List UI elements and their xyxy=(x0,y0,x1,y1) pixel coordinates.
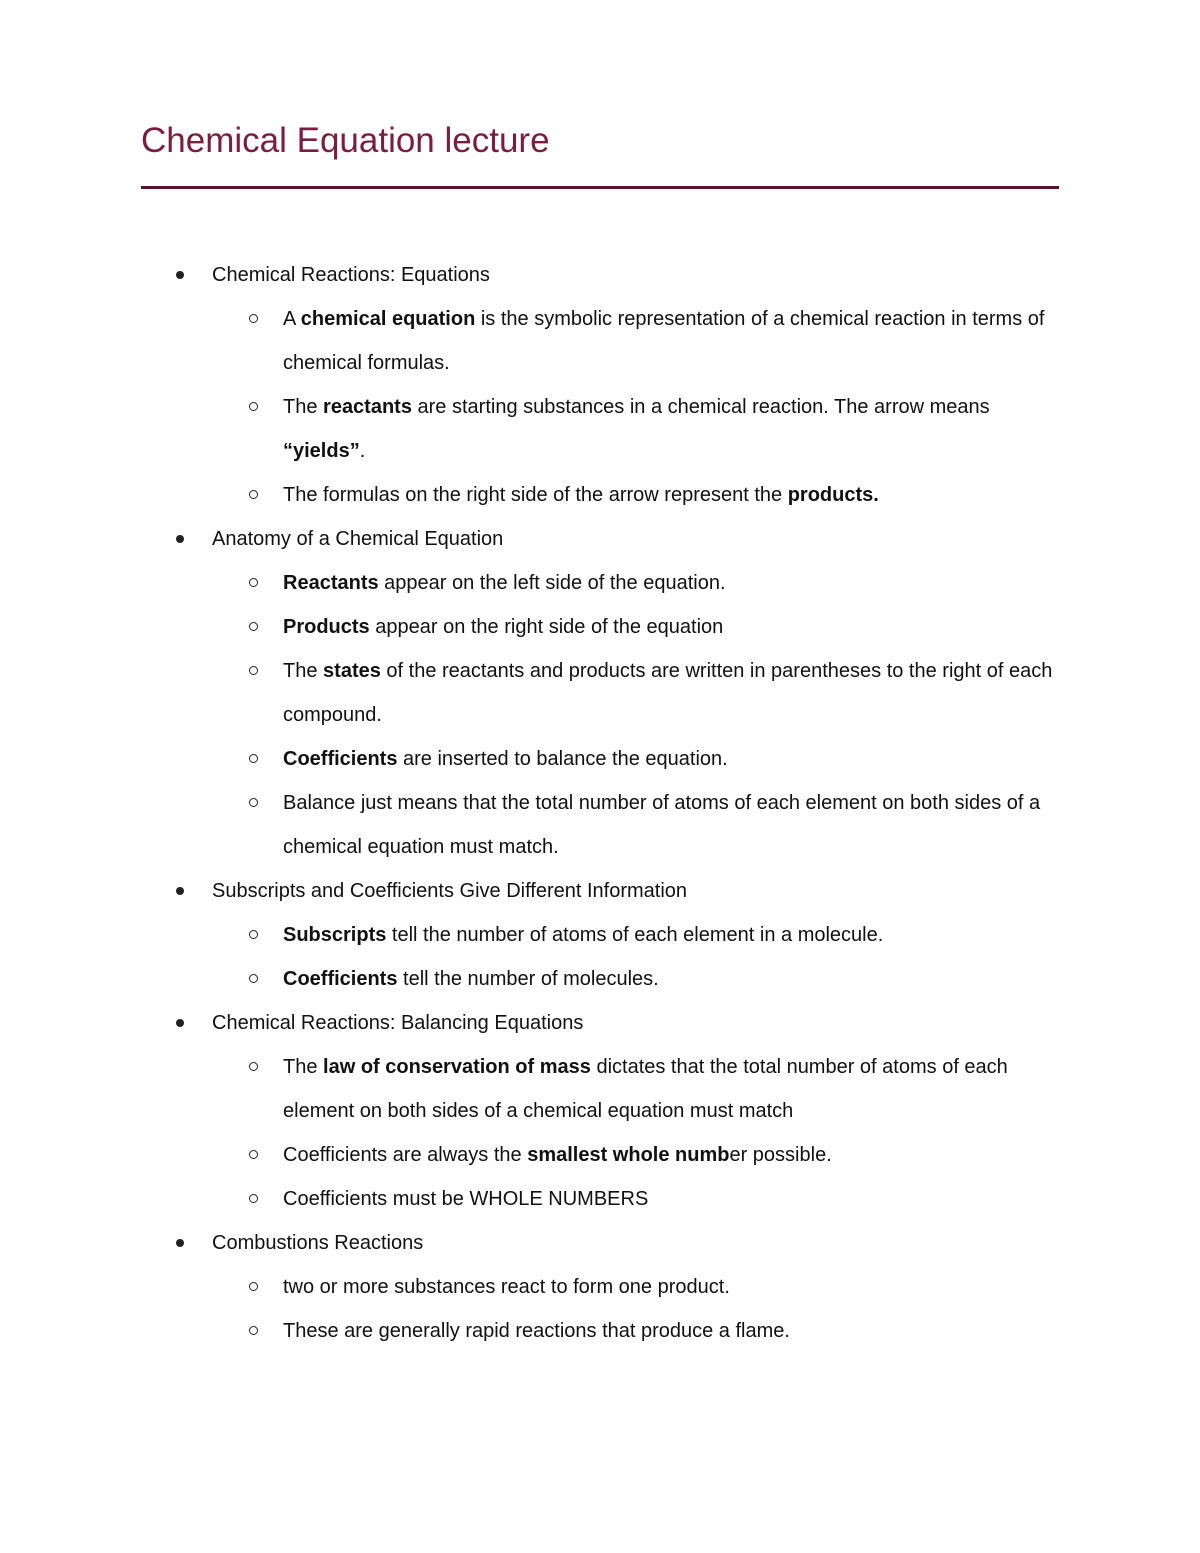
item-text: are inserted to balance the equation. xyxy=(397,748,728,770)
bullet-circle-icon xyxy=(249,1150,258,1159)
list-item xyxy=(0,1045,1073,1133)
topic-heading xyxy=(0,517,1200,561)
outline-topic xyxy=(0,1001,1200,1221)
subtopic-list xyxy=(0,1265,1200,1353)
bullet-circle-icon xyxy=(249,1326,258,1335)
item-text: The xyxy=(283,660,324,682)
list-item xyxy=(0,297,1073,385)
topic-heading xyxy=(0,1001,1200,1045)
item-text: are starting substances in a chemical reaction. The arrow means xyxy=(411,396,990,418)
bold-term: Products xyxy=(283,616,370,638)
item-text: A xyxy=(283,308,301,330)
item-text: dictates that the total number of atoms of each element on both sides of a chemical equation must match xyxy=(283,1056,1008,1122)
list-item xyxy=(0,649,1073,737)
list-item xyxy=(0,1309,1073,1353)
item-text: Balance just means that the total number of atoms of each element on both sides of a chemical equation must match. xyxy=(283,792,1041,858)
item-text: er possible. xyxy=(729,1144,832,1166)
bullet-circle-icon xyxy=(249,314,258,323)
list-item xyxy=(0,605,1073,649)
bullet-circle-icon xyxy=(249,1062,258,1071)
bold-term: “yields” xyxy=(283,440,360,462)
list-item xyxy=(0,1133,1073,1177)
subtopic-list xyxy=(0,561,1200,869)
bullet-circle-icon xyxy=(249,666,258,675)
topic-heading xyxy=(0,1221,1200,1265)
bullet-dot-icon xyxy=(176,271,184,279)
bullet-circle-icon xyxy=(249,490,258,499)
bold-term: chemical equation xyxy=(300,308,476,330)
bullet-circle-icon xyxy=(249,754,258,763)
bold-term: reactants xyxy=(323,396,412,418)
bold-term: products. xyxy=(787,484,879,506)
list-item xyxy=(0,1177,1073,1221)
bullet-circle-icon xyxy=(249,930,258,939)
bullet-dot-icon xyxy=(176,1019,184,1027)
bullet-dot-icon xyxy=(176,1239,184,1247)
topic-heading-text: Anatomy of a Chemical Equation xyxy=(212,528,504,550)
item-text: These are generally rapid reactions that produce a flame. xyxy=(283,1320,790,1342)
subtopic-list xyxy=(0,913,1200,1001)
topic-heading-text: Subscripts and Coefficients Give Different Information xyxy=(212,880,688,902)
bold-term: Coefficients xyxy=(283,968,398,990)
bullet-circle-icon xyxy=(249,402,258,411)
outline-topic xyxy=(0,1221,1200,1353)
list-item xyxy=(0,957,1073,1001)
subtopic-list xyxy=(0,297,1200,517)
item-text: is the symbolic representation of a chemical reaction in terms of chemical formulas. xyxy=(283,308,1045,374)
title-divider xyxy=(141,186,1059,189)
item-text: . xyxy=(359,440,366,462)
list-item xyxy=(0,1265,1073,1309)
bold-term: states xyxy=(323,660,381,682)
item-text: tell the number of atoms of each element in a molecule. xyxy=(386,924,884,946)
bullet-circle-icon xyxy=(249,578,258,587)
list-item xyxy=(0,473,1073,517)
outline-topic xyxy=(0,517,1200,869)
bold-term: Reactants xyxy=(283,572,379,594)
list-item xyxy=(0,913,1073,957)
list-item xyxy=(0,737,1073,781)
item-text: The xyxy=(283,396,324,418)
item-text: appear on the right side of the equation xyxy=(369,616,724,638)
bold-term: law of conservation of mass xyxy=(323,1056,591,1078)
item-text: of the reactants and products are written in parentheses to the right of each compound. xyxy=(283,660,1053,726)
topic-heading-text: Combustions Reactions xyxy=(212,1232,424,1254)
item-text: tell the number of molecules. xyxy=(397,968,659,990)
bullet-circle-icon xyxy=(249,622,258,631)
topic-heading-text: Chemical Reactions: Equations xyxy=(212,264,490,286)
item-text: The xyxy=(283,1056,324,1078)
list-item xyxy=(0,781,1073,869)
bold-term: Subscripts xyxy=(283,924,387,946)
list-item xyxy=(0,385,1073,473)
bullet-dot-icon xyxy=(176,887,184,895)
bullet-circle-icon xyxy=(249,798,258,807)
subtopic-list xyxy=(0,1045,1200,1221)
topic-heading xyxy=(0,869,1200,913)
item-text: Coefficients must be WHOLE NUMBERS xyxy=(283,1188,649,1210)
item-text: two or more substances react to form one product. xyxy=(283,1276,730,1298)
outline-topic xyxy=(0,869,1200,1001)
bullet-circle-icon xyxy=(249,974,258,983)
bullet-circle-icon xyxy=(249,1194,258,1203)
topic-heading-text: Chemical Reactions: Balancing Equations xyxy=(212,1012,584,1034)
outline-topic xyxy=(0,253,1200,517)
bullet-circle-icon xyxy=(249,1282,258,1291)
topic-heading xyxy=(0,253,1200,297)
item-text: Coefficients are always the xyxy=(283,1144,528,1166)
list-item xyxy=(0,561,1073,605)
item-text: The formulas on the right side of the arrow represent the xyxy=(283,484,788,506)
lecture-outline xyxy=(0,253,1200,1353)
page-title: Chemical Equation lecture xyxy=(141,121,550,160)
bullet-dot-icon xyxy=(176,535,184,543)
bold-term: smallest whole numb xyxy=(527,1144,730,1166)
bold-term: Coefficients xyxy=(283,748,398,770)
item-text: appear on the left side of the equation. xyxy=(378,572,726,594)
